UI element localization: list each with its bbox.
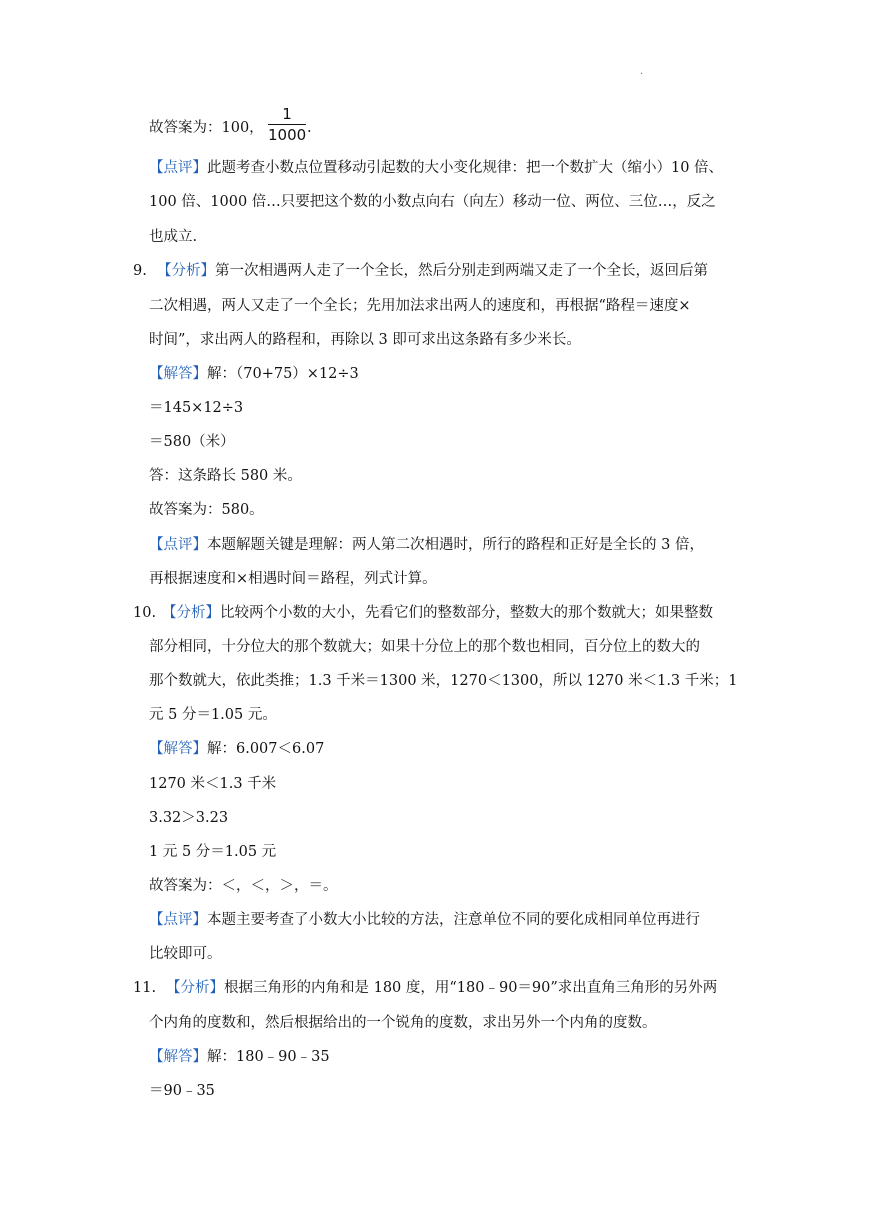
q10-solution-line-2: 3.32＞3.23: [149, 810, 229, 826]
comment-tag: 【点评】: [149, 160, 207, 176]
question-number-10: 10.: [133, 605, 157, 621]
q10-comment-line-2: 比较即可。: [149, 946, 222, 962]
fraction-numerator: 1: [282, 105, 292, 123]
q8-comment-line-1: 【点评】此题考查小数点位置移动引起数的大小变化规律：把一个数扩大（缩小）10 倍、: [149, 160, 724, 176]
q10-analysis-line-3: 那个数就大，依此类推；1.3 千米＝1300 米，1270＜1300，所以 1270 米＜1.3 千米；1: [149, 673, 738, 689]
q10-analysis-line-1: 【分析】比较两个小数的大小，先看它们的整数部分，整数大的那个数就大；如果整数: [162, 605, 713, 621]
q9-solution-line-2: ＝580（米）: [149, 434, 235, 450]
analysis-tag: 【分析】: [166, 980, 224, 996]
solution-tag: 【解答】: [149, 741, 207, 757]
comment-tag: 【点评】: [149, 912, 207, 928]
q11-analysis-line-1: 【分析】根据三角形的内角和是 180 度，用“180﹣90＝90”求出直角三角形的另外两: [166, 980, 718, 996]
q9-solution-line-3: 答：这条路长 580 米。: [149, 468, 302, 484]
q10-analysis-line-4: 元 5 分＝1.05 元。: [149, 707, 277, 723]
q10-solution-line-1: 1270 米＜1.3 千米: [149, 776, 277, 792]
fraction-denominator: 1000: [268, 126, 307, 144]
question-number-11: 11.: [133, 980, 157, 996]
q9-comment-line-1: 【点评】本题解题关键是理解：两人第二次相遇时，所行的路程和正好是全长的 3 倍，: [149, 537, 704, 553]
q10-analysis-line-2: 部分相同，十分位大的那个数就大；如果十分位上的那个数也相同，百分位上的数大的: [149, 639, 700, 655]
q9-analysis-line-2: 二次相遇，两人又走了一个全长；先用加法求出两人的速度和，再根据“路程＝速度×: [149, 298, 691, 314]
answer-8-prefix: 故答案为：100，: [149, 120, 264, 136]
q9-analysis-line-3: 时间”，求出两人的路程和，再除以 3 即可求出这条路有多少米长。: [149, 332, 581, 348]
q8-comment-line-2: 100 倍、1000 倍…只要把这个数的小数点向右（向左）移动一位、两位、三位…，反之: [149, 194, 716, 210]
q8-comment-line-3: 也成立.: [149, 229, 198, 245]
q11-analysis-line-2: 个内角的度数和，然后根据给出的一个锐角的度数，求出另外一个内角的度数。: [149, 1015, 657, 1031]
analysis-tag: 【分析】: [157, 263, 215, 279]
analysis-tag: 【分析】: [162, 605, 220, 621]
q11-solution-line-1: ＝90﹣35: [149, 1083, 215, 1099]
q11-solution-head: 【解答】解：180﹣90﹣35: [149, 1049, 330, 1065]
comment-tag: 【点评】: [149, 537, 207, 553]
q10-solution-head: 【解答】解：6.007＜6.07: [149, 741, 325, 757]
solution-tag: 【解答】: [149, 366, 207, 382]
solution-tag: 【解答】: [149, 1049, 207, 1065]
q9-solution-line-1: ＝145×12÷3: [149, 400, 244, 416]
q10-comment-line-1: 【点评】本题主要考查了小数大小比较的方法，注意单位不同的要化成相同单位再进行: [149, 912, 700, 928]
answer-8-suffix: .: [307, 120, 312, 136]
fraction-bar: [268, 124, 306, 125]
answer-8-line: [149, 118, 264, 138]
top-mark: .: [640, 66, 644, 77]
q9-comment-line-2: 再根据速度和×相遇时间＝路程，列式计算。: [149, 571, 437, 587]
fraction-1-1000: [268, 106, 306, 143]
q10-solution-line-3: 1 元 5 分＝1.05 元: [149, 844, 277, 860]
q9-solution-head: 【解答】解：（70+75）×12÷3: [149, 366, 359, 382]
question-number-9: 9.: [133, 263, 147, 279]
q9-analysis-line-1: 【分析】第一次相遇两人走了一个全长，然后分别走到两端又走了一个全长，返回后第: [157, 263, 708, 279]
q10-solution-line-4: 故答案为：＜，＜，＞，＝。: [149, 878, 338, 894]
q9-solution-line-4: 故答案为：580。: [149, 502, 264, 518]
